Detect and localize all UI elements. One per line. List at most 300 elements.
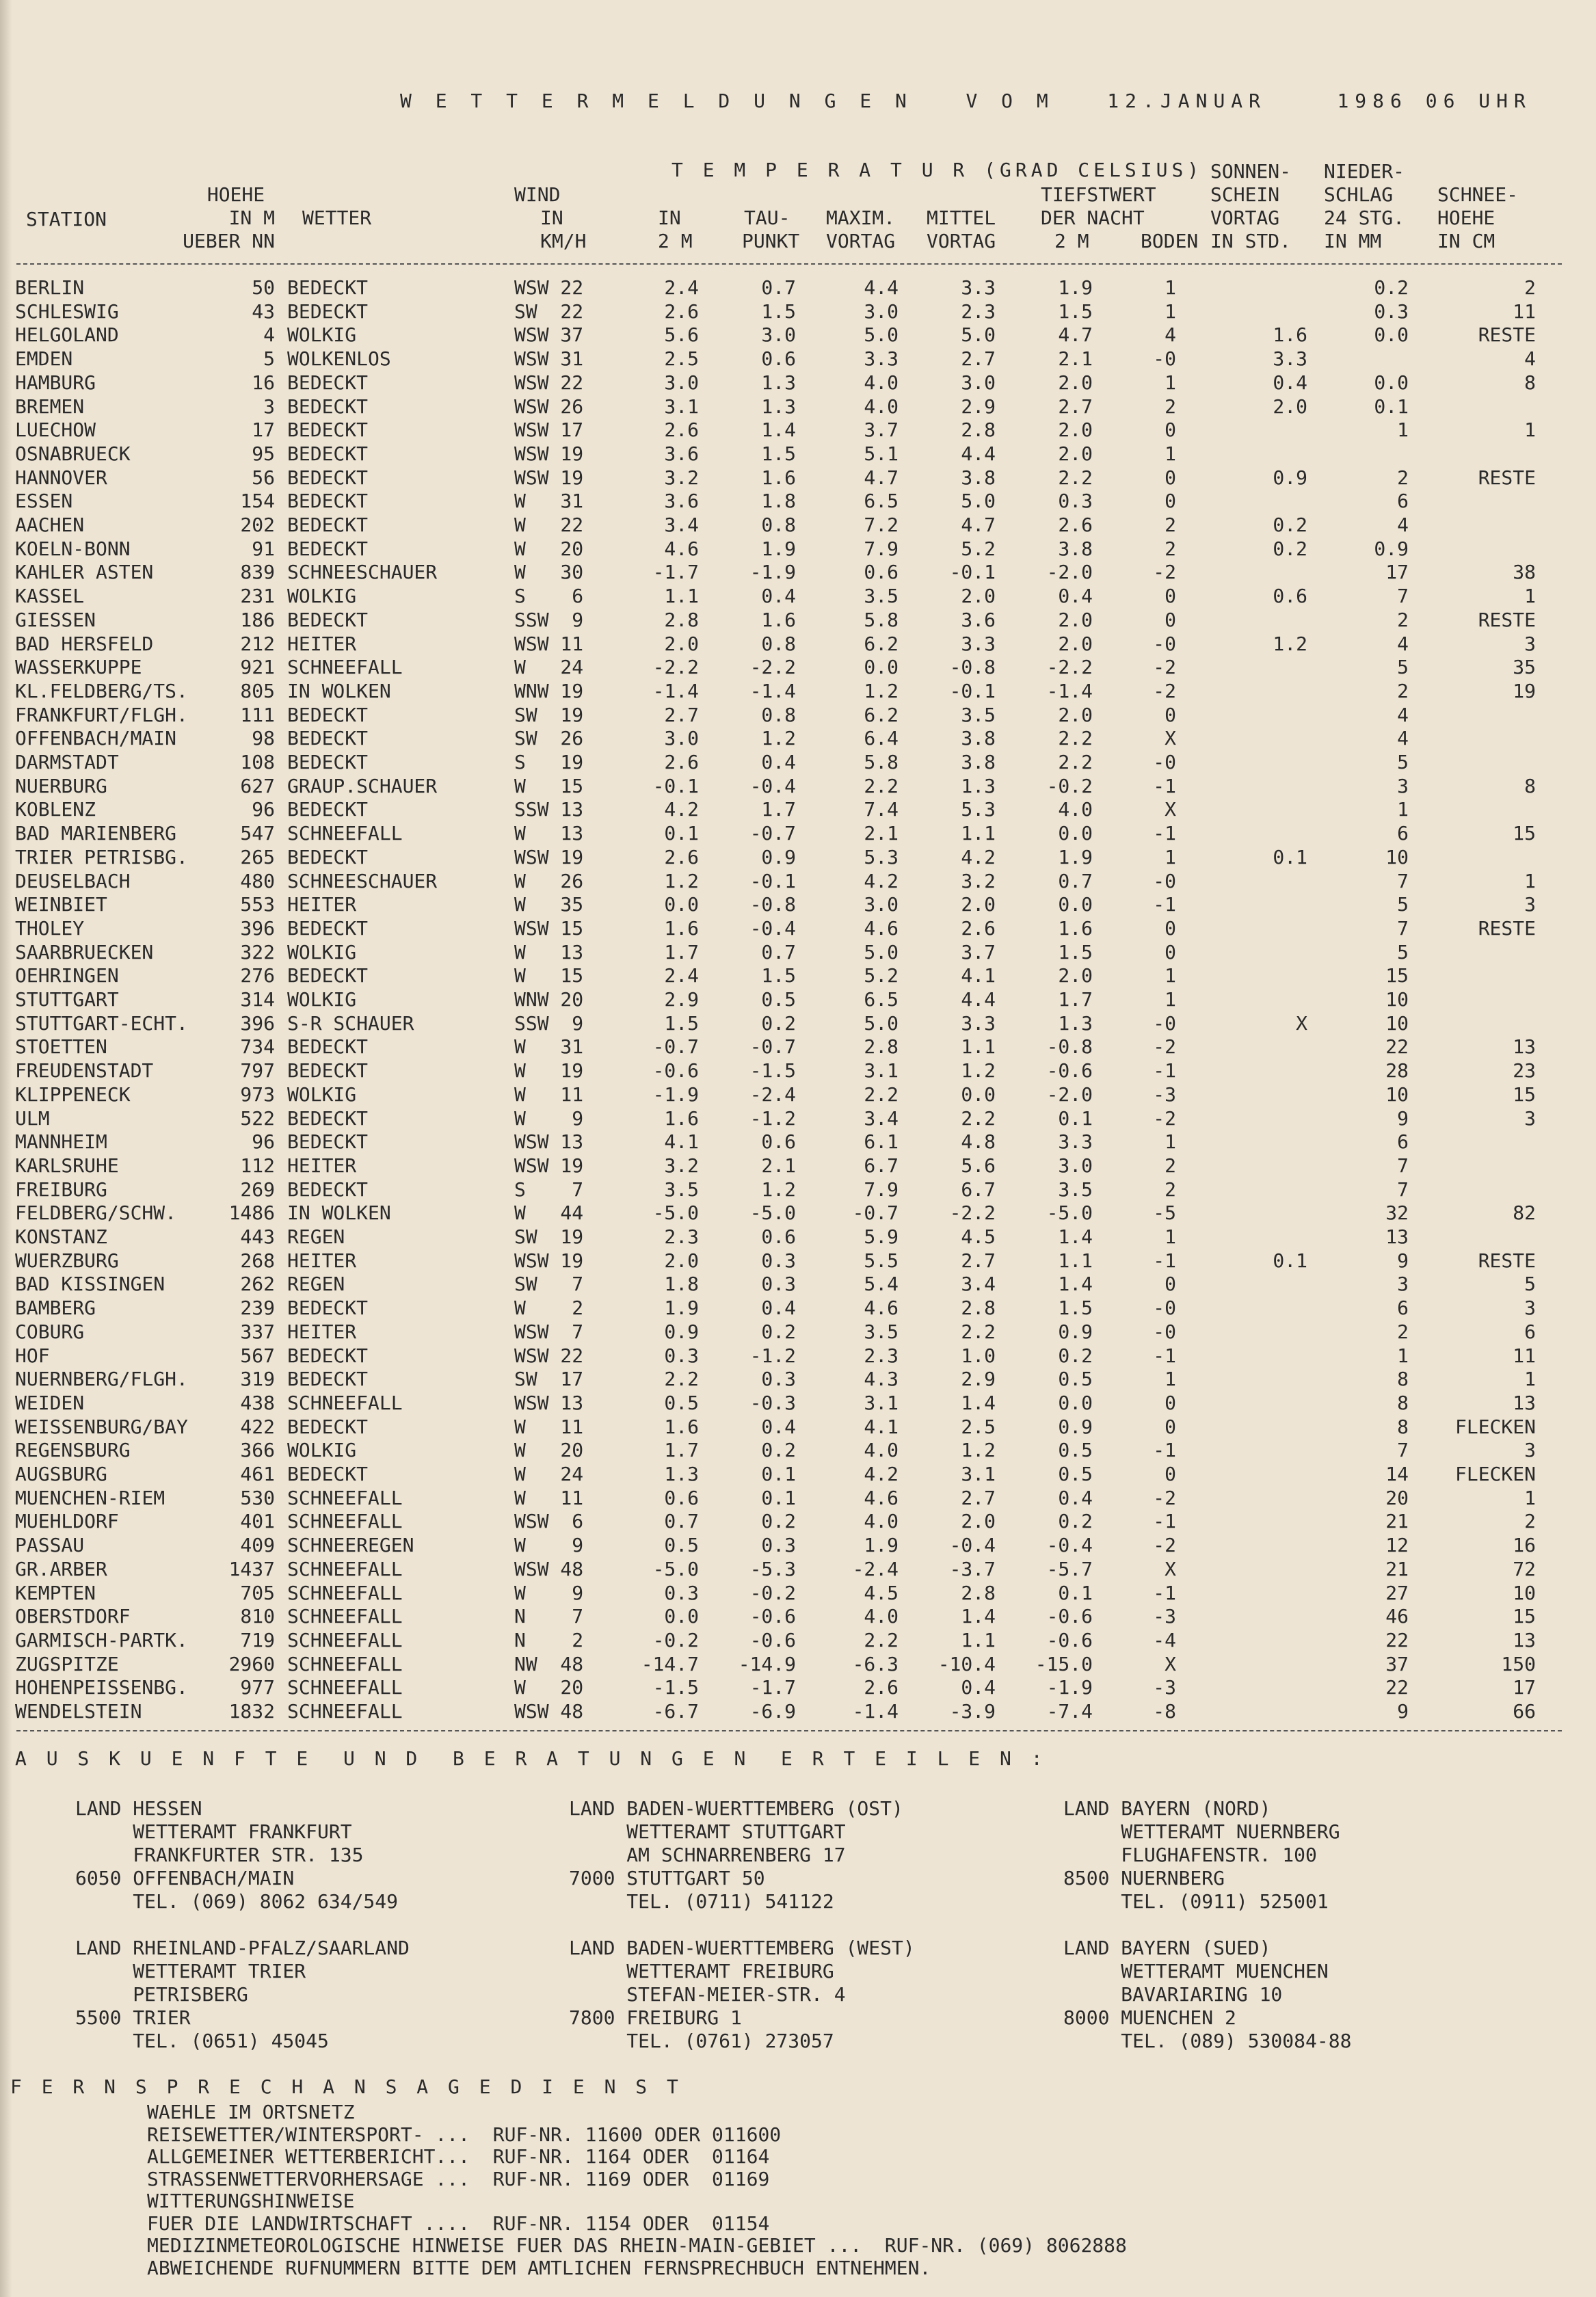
cell-tiefst-boden: 2 (1165, 1154, 1176, 1177)
cell-wind: W 31 (514, 1035, 584, 1059)
table-row (0, 870, 1596, 893)
header-divider (16, 263, 1562, 265)
cell-tiefst-boden: 0 (1165, 608, 1176, 631)
cell-wind: W 20 (514, 537, 584, 560)
cell-wind: W 30 (514, 561, 584, 584)
address-line: TEL. (0711) 541122 (569, 1890, 834, 1913)
cell-tiefst-2m: 4.7 (1058, 323, 1093, 347)
cell-temp-2m: 2.4 (664, 276, 699, 299)
cell-max-vortag: 6.2 (864, 632, 899, 655)
cell-taupunkt: 0.7 (761, 276, 796, 299)
cell-schneehoehe: 1 (1524, 419, 1536, 442)
cell-station: SAARBRUECKEN (15, 940, 154, 964)
cell-wetter: SCHNEEFALL (287, 1652, 403, 1675)
cell-temp-2m: 4.6 (664, 537, 699, 560)
cell-schneehoehe: 3 (1524, 1297, 1536, 1320)
phone-service-line: WITTERUNGSHINWEISE (147, 2190, 355, 2212)
cell-schneehoehe: RESTE (1478, 916, 1536, 940)
cell-mittel-vortag: 2.0 (961, 893, 996, 916)
address-line: TEL. (0911) 525001 (1063, 1890, 1329, 1913)
cell-tiefst-2m: 1.3 (1058, 1011, 1093, 1035)
cell-wind: NW 48 (514, 1652, 584, 1675)
table-row (0, 893, 1596, 916)
cell-mittel-vortag: -0.1 (949, 561, 996, 584)
address-line: 6050 OFFENBACH/MAIN (75, 1867, 295, 1889)
cell-station: STUTTGART-ECHT. (15, 1011, 188, 1035)
cell-mittel-vortag: 2.3 (961, 300, 996, 323)
cell-hoehe: 5 (263, 347, 275, 371)
cell-tiefst-2m: 0.5 (1058, 1368, 1093, 1391)
table-row (0, 514, 1596, 537)
maxim-header-2: VORTAG (826, 230, 896, 252)
cell-tiefst-2m: -15.0 (1035, 1652, 1093, 1675)
table-row (0, 988, 1596, 1011)
cell-niederschlag: 6 (1397, 822, 1409, 845)
cell-tiefst-2m: 2.0 (1058, 703, 1093, 726)
address-line: LAND HESSEN (75, 1797, 202, 1820)
table-row (0, 1368, 1596, 1391)
nieder-header-3: 24 STG. (1324, 207, 1405, 229)
cell-max-vortag: 3.3 (864, 347, 899, 371)
cell-taupunkt: 1.5 (761, 300, 796, 323)
cell-tiefst-boden: X (1165, 1652, 1176, 1675)
cell-tiefst-2m: 0.1 (1058, 1581, 1093, 1604)
cell-station: FELDBERG/SCHW. (15, 1201, 177, 1225)
cell-max-vortag: 5.0 (864, 1011, 899, 1035)
cell-hoehe: 268 (240, 1249, 275, 1272)
cell-max-vortag: 4.7 (864, 466, 899, 489)
cell-wetter: BEDECKT (287, 419, 369, 442)
cell-taupunkt: -1.5 (749, 1059, 796, 1083)
cell-schneehoehe: 15 (1513, 1083, 1536, 1106)
table-row (0, 585, 1596, 608)
address-line: TEL. (069) 8062 634/549 (75, 1890, 399, 1913)
cell-tiefst-boden: -2 (1153, 656, 1176, 679)
cell-tiefst-2m: -0.2 (1046, 774, 1093, 797)
cell-wind: WSW 7 (514, 1320, 584, 1343)
cell-tiefst-boden: -2 (1153, 1035, 1176, 1059)
cell-wind: SW 7 (514, 1273, 584, 1296)
cell-tiefst-boden: 1 (1165, 988, 1176, 1011)
cell-taupunkt: 0.4 (761, 751, 796, 773)
taupunkt-header-2: PUNKT (742, 230, 800, 252)
cell-wind: W 24 (514, 1463, 584, 1485)
cell-niederschlag: 4 (1397, 727, 1409, 750)
table-row (0, 1558, 1596, 1581)
cell-tiefst-2m: 4.0 (1058, 798, 1093, 821)
cell-hoehe: 269 (240, 1178, 275, 1201)
cell-mittel-vortag: 4.7 (961, 514, 996, 536)
cell-taupunkt: -0.3 (749, 1391, 796, 1414)
cell-taupunkt: 0.1 (761, 1486, 796, 1509)
cell-tiefst-boden: 0 (1165, 1273, 1176, 1296)
cell-max-vortag: -1.4 (852, 1700, 899, 1723)
cell-schneehoehe: 16 (1513, 1534, 1536, 1557)
cell-hoehe: 239 (240, 1297, 275, 1320)
cell-wind: W 2 (514, 1297, 584, 1320)
cell-wetter: SCHNEEREGEN (287, 1534, 414, 1557)
cell-mittel-vortag: 2.5 (961, 1415, 996, 1438)
cell-niederschlag: 3 (1397, 774, 1409, 797)
cell-tiefst-boden: 4 (1165, 323, 1176, 347)
cell-station: WEISSENBURG/BAY (15, 1415, 188, 1438)
cell-wind: WSW 19 (514, 845, 584, 868)
cell-tiefst-2m: 1.7 (1058, 988, 1093, 1011)
cell-taupunkt: -0.4 (749, 916, 796, 940)
cell-tiefst-boden: 0 (1165, 940, 1176, 964)
cell-schneehoehe: 3 (1524, 1439, 1536, 1462)
cell-max-vortag: 2.2 (864, 774, 899, 797)
cell-niederschlag: 46 (1385, 1605, 1409, 1628)
cell-tiefst-2m: 1.4 (1058, 1225, 1093, 1248)
cell-wind: WSW 19 (514, 1154, 584, 1177)
cell-taupunkt: 0.2 (761, 1320, 796, 1343)
cell-tiefst-boden: -3 (1153, 1605, 1176, 1628)
table-row (0, 656, 1596, 679)
schnee-header-2: HOEHE (1437, 207, 1495, 229)
cell-niederschlag: 4 (1397, 514, 1409, 536)
temperature-group-heading: T E M P E R A T U R (GRAD CELSIUS) (671, 159, 1203, 181)
table-row (0, 1605, 1596, 1628)
cell-station: HOHENPEISSENBG. (15, 1676, 188, 1699)
address-line: LAND RHEINLAND-PFALZ/SAARLAND (75, 1937, 410, 1959)
sonne-header-1: SONNEN- (1210, 160, 1292, 183)
cell-mittel-vortag: 4.8 (961, 1130, 996, 1154)
cell-taupunkt: 0.1 (761, 1463, 796, 1485)
cell-taupunkt: -0.7 (749, 822, 796, 845)
cell-taupunkt: -6.9 (749, 1700, 796, 1723)
cell-hoehe: 461 (240, 1463, 275, 1485)
cell-tiefst-boden: -0 (1153, 751, 1176, 773)
cell-wetter: SCHNEESCHAUER (287, 561, 438, 584)
sonne-header-3: VORTAG (1210, 207, 1280, 229)
cell-station: COBURG (15, 1320, 85, 1343)
cell-tiefst-boden: 1 (1165, 845, 1176, 868)
cell-station: GIESSEN (15, 608, 96, 631)
cell-tiefst-2m: 2.2 (1058, 751, 1093, 773)
cell-niederschlag: 6 (1397, 1130, 1409, 1154)
cell-niederschlag: 10 (1385, 845, 1409, 868)
cell-wetter: SCHNEEFALL (287, 1510, 403, 1533)
cell-wetter: SCHNEEFALL (287, 1628, 403, 1651)
cell-max-vortag: 6.5 (864, 988, 899, 1011)
cell-mittel-vortag: 3.4 (961, 1273, 996, 1296)
cell-niederschlag: 7 (1397, 1178, 1409, 1201)
cell-tiefst-2m: 0.9 (1058, 1320, 1093, 1343)
table-row (0, 1178, 1596, 1201)
cell-tiefst-boden: 1 (1165, 1368, 1176, 1391)
cell-station: MUEHLDORF (15, 1510, 119, 1533)
cell-taupunkt: -5.0 (749, 1201, 796, 1225)
cell-station: KAHLER ASTEN (15, 561, 154, 584)
cell-hoehe: 409 (240, 1534, 275, 1557)
cell-max-vortag: 1.9 (864, 1534, 899, 1557)
cell-mittel-vortag: 3.5 (961, 703, 996, 726)
cell-taupunkt: 0.8 (761, 703, 796, 726)
cell-schneehoehe: 13 (1513, 1391, 1536, 1414)
cell-mittel-vortag: 1.4 (961, 1605, 996, 1628)
cell-tiefst-boden: -3 (1153, 1676, 1176, 1699)
cell-max-vortag: 4.6 (864, 1486, 899, 1509)
cell-schneehoehe: 17 (1513, 1676, 1536, 1699)
cell-taupunkt: 0.2 (761, 1510, 796, 1533)
cell-max-vortag: 5.1 (864, 442, 899, 465)
cell-niederschlag: 5 (1397, 751, 1409, 773)
cell-mittel-vortag: 3.8 (961, 751, 996, 773)
cell-wetter: BEDECKT (287, 798, 369, 821)
cell-taupunkt: 1.3 (761, 395, 796, 418)
cell-max-vortag: 6.4 (864, 727, 899, 750)
cell-taupunkt: 0.5 (761, 988, 796, 1011)
table-row (0, 1225, 1596, 1249)
table-bottom-divider (16, 1730, 1562, 1731)
cell-temp-2m: 1.3 (664, 1463, 699, 1485)
cell-max-vortag: 3.7 (864, 419, 899, 442)
cell-niederschlag: 8 (1397, 1415, 1409, 1438)
cell-wind: WSW 48 (514, 1700, 584, 1723)
cell-tiefst-boden: 1 (1165, 1225, 1176, 1248)
table-row (0, 964, 1596, 987)
cell-tiefst-boden: 1 (1165, 276, 1176, 299)
cell-wetter: BEDECKT (287, 300, 369, 323)
table-row (0, 1130, 1596, 1154)
address-line: TEL. (0761) 273057 (569, 2030, 834, 2052)
fern-heading: F E R N S P R E C H A N S A G E D I E N S T (10, 2075, 682, 2098)
table-row (0, 1035, 1596, 1059)
table-row (0, 1059, 1596, 1083)
cell-taupunkt: 0.3 (761, 1368, 796, 1391)
phone-service-line: WAEHLE IM ORTSNETZ (147, 2101, 355, 2123)
cell-tiefst-boden: 0 (1165, 490, 1176, 513)
cell-niederschlag: 8 (1397, 1391, 1409, 1414)
cell-tiefst-2m: 1.4 (1058, 1273, 1093, 1296)
cell-wetter: BEDECKT (287, 1106, 369, 1130)
cell-wetter: BEDECKT (287, 1368, 369, 1391)
cell-max-vortag: 3.0 (864, 893, 899, 916)
cell-wetter: REGEN (287, 1273, 345, 1296)
address-line: STEFAN-MEIER-STR. 4 (569, 1983, 846, 2006)
cell-niederschlag: 1 (1397, 1344, 1409, 1367)
cell-station: NUERNBERG/FLGH. (15, 1368, 188, 1391)
cell-tiefst-2m: 0.0 (1058, 1391, 1093, 1414)
cell-station: AACHEN (15, 514, 85, 536)
cell-mittel-vortag: 1.0 (961, 1344, 996, 1367)
cell-mittel-vortag: 4.2 (961, 845, 996, 868)
cell-wetter: BEDECKT (287, 916, 369, 940)
cell-niederschlag: 1 (1397, 798, 1409, 821)
cell-wind: WSW 15 (514, 916, 584, 940)
cell-wetter: IN WOLKEN (287, 679, 391, 702)
cell-hoehe: 43 (252, 300, 275, 323)
cell-max-vortag: 5.8 (864, 751, 899, 773)
schnee-header-3: IN CM (1437, 230, 1495, 252)
cell-niederschlag: 1 (1397, 419, 1409, 442)
cell-temp-2m: 1.2 (664, 869, 699, 892)
auskunft-heading: A U S K U E N F T E U N D B E R A T U N G E N E R T E I L E N : (15, 1747, 1047, 1770)
table-row (0, 1273, 1596, 1296)
table-row (0, 1297, 1596, 1320)
hoehe-header-2: IN M (228, 207, 275, 229)
cell-schneehoehe: FLECKEN (1454, 1415, 1536, 1438)
cell-taupunkt: -2.2 (749, 656, 796, 679)
cell-station: HAMBURG (15, 371, 96, 394)
cell-wetter: SCHNEEFALL (287, 1391, 403, 1414)
cell-schneehoehe: 4 (1524, 347, 1536, 371)
cell-temp-2m: 4.2 (664, 798, 699, 821)
cell-wind: W 11 (514, 1486, 584, 1509)
cell-tiefst-boden: -1 (1153, 1581, 1176, 1604)
cell-wetter: BEDECKT (287, 1415, 369, 1438)
cell-schneehoehe: RESTE (1478, 323, 1536, 347)
cell-niederschlag: 10 (1385, 1083, 1409, 1106)
cell-schneehoehe: 10 (1513, 1581, 1536, 1604)
cell-schneehoehe: 72 (1513, 1557, 1536, 1580)
cell-schneehoehe: 38 (1513, 561, 1536, 584)
cell-max-vortag: 4.2 (864, 869, 899, 892)
cell-wetter: BEDECKT (287, 395, 369, 418)
address-line: AM SCHNARRENBERG 17 (569, 1844, 846, 1866)
cell-wind: SW 19 (514, 703, 584, 726)
cell-mittel-vortag: 2.9 (961, 1368, 996, 1391)
cell-tiefst-2m: 2.6 (1058, 514, 1093, 536)
cell-wetter: SCHNEEFALL (287, 656, 403, 679)
cell-station: NUERBURG (15, 774, 107, 797)
cell-tiefst-boden: -1 (1153, 1059, 1176, 1083)
cell-station: ULM (15, 1106, 50, 1130)
cell-wetter: BEDECKT (287, 276, 369, 299)
cell-temp-2m: 0.6 (664, 1486, 699, 1509)
cell-tiefst-2m: 1.5 (1058, 1297, 1093, 1320)
cell-temp-2m: 3.6 (664, 442, 699, 465)
cell-tiefst-2m: -0.6 (1046, 1059, 1093, 1083)
cell-niederschlag: 5 (1397, 656, 1409, 679)
table-row (0, 609, 1596, 632)
cell-tiefst-2m: 1.1 (1058, 1249, 1093, 1272)
cell-niederschlag: 32 (1385, 1201, 1409, 1225)
cell-wetter: WOLKIG (287, 585, 357, 608)
cell-niederschlag: 12 (1385, 1534, 1409, 1557)
cell-schneehoehe: 11 (1513, 1344, 1536, 1367)
table-row (0, 1534, 1596, 1557)
cell-station: BERLIN (15, 276, 85, 299)
cell-mittel-vortag: 4.4 (961, 988, 996, 1011)
cell-temp-2m: -5.0 (652, 1201, 699, 1225)
cell-schneehoehe: 2 (1524, 276, 1536, 299)
address-line: LAND BAYERN (SUED) (1063, 1937, 1271, 1959)
cell-temp-2m: 1.6 (664, 1415, 699, 1438)
cell-wind: W 19 (514, 1059, 584, 1083)
cell-mittel-vortag: 2.9 (961, 395, 996, 418)
address-line: WETTERAMT MUENCHEN (1063, 1960, 1329, 1982)
cell-wind: WSW 19 (514, 466, 584, 489)
cell-sonne: 0.1 (1273, 845, 1307, 868)
cell-wetter: WOLKIG (287, 988, 357, 1011)
cell-tiefst-2m: -0.4 (1046, 1534, 1093, 1557)
cell-niederschlag: 7 (1397, 916, 1409, 940)
cell-wind: N 2 (514, 1628, 584, 1651)
cell-niederschlag: 27 (1385, 1581, 1409, 1604)
cell-mittel-vortag: 3.8 (961, 727, 996, 750)
cell-tiefst-boden: 2 (1165, 1178, 1176, 1201)
cell-max-vortag: 2.2 (864, 1628, 899, 1651)
cell-wind: W 9 (514, 1106, 584, 1130)
cell-max-vortag: 4.0 (864, 371, 899, 394)
cell-mittel-vortag: -0.4 (949, 1534, 996, 1557)
cell-wetter: BEDECKT (287, 1178, 369, 1201)
cell-max-vortag: 0.0 (864, 656, 899, 679)
cell-temp-2m: 0.7 (664, 1510, 699, 1533)
wetter-col-header: WETTER (302, 207, 372, 229)
cell-wind: SW 19 (514, 1225, 584, 1248)
cell-hoehe: 973 (240, 1083, 275, 1106)
cell-wind: W 35 (514, 893, 584, 916)
cell-mittel-vortag: 5.6 (961, 1154, 996, 1177)
cell-tiefst-2m: 2.0 (1058, 608, 1093, 631)
cell-hoehe: 56 (252, 466, 275, 489)
cell-tiefst-boden: -1 (1153, 1439, 1176, 1462)
cell-hoehe: 734 (240, 1035, 275, 1059)
cell-wind: W 11 (514, 1415, 584, 1438)
cell-temp-2m: 0.5 (664, 1534, 699, 1557)
cell-temp-2m: 1.1 (664, 585, 699, 608)
cell-wind: WSW 31 (514, 347, 584, 371)
table-row (0, 347, 1596, 371)
cell-tiefst-boden: 0 (1165, 1463, 1176, 1485)
cell-taupunkt: 0.7 (761, 940, 796, 964)
cell-tiefst-boden: X (1165, 727, 1176, 750)
cell-taupunkt: -1.4 (749, 679, 796, 702)
cell-max-vortag: 4.2 (864, 1463, 899, 1485)
cell-mittel-vortag: 1.2 (961, 1439, 996, 1462)
cell-taupunkt: -1.9 (749, 561, 796, 584)
cell-tiefst-2m: 0.1 (1058, 1106, 1093, 1130)
wind-header-2: IN (540, 207, 563, 229)
cell-max-vortag: 6.5 (864, 490, 899, 513)
cell-hoehe: 530 (240, 1486, 275, 1509)
table-row (0, 561, 1596, 584)
cell-temp-2m: -0.6 (652, 1059, 699, 1083)
cell-temp-2m: -1.7 (652, 561, 699, 584)
cell-tiefst-boden: 0 (1165, 585, 1176, 608)
cell-hoehe: 265 (240, 845, 275, 868)
cell-station: KARLSRUHE (15, 1154, 119, 1177)
cell-temp-2m: 4.1 (664, 1130, 699, 1154)
tiefst-header-2: DER NACHT (1041, 207, 1145, 229)
cell-max-vortag: 3.1 (864, 1059, 899, 1083)
cell-hoehe: 1437 (228, 1557, 275, 1580)
cell-temp-2m: 2.2 (664, 1368, 699, 1391)
phone-service-line: ALLGEMEINER WETTERBERICHT... RUF-NR. 1164 ODER 01164 (147, 2145, 770, 2168)
cell-hoehe: 705 (240, 1581, 275, 1604)
cell-station: THOLEY (15, 916, 85, 940)
cell-wetter: WOLKIG (287, 940, 357, 964)
cell-max-vortag: 3.4 (864, 1106, 899, 1130)
table-row (0, 1392, 1596, 1415)
cell-taupunkt: 0.4 (761, 585, 796, 608)
cell-mittel-vortag: 2.0 (961, 1510, 996, 1533)
cell-hoehe: 422 (240, 1415, 275, 1438)
cell-wetter: BEDECKT (287, 537, 369, 560)
cell-station: FRANKFURT/FLGH. (15, 703, 188, 726)
cell-tiefst-boden: -2 (1153, 679, 1176, 702)
taupunkt-header-1: TAU- (744, 207, 790, 229)
cell-wetter: SCHNEESCHAUER (287, 869, 438, 892)
phone-service-line: REISEWETTER/WINTERSPORT- ... RUF-NR. 11600 ODER 011600 (147, 2123, 782, 2146)
cell-wind: SSW 9 (514, 1011, 584, 1035)
cell-schneehoehe: 1 (1524, 869, 1536, 892)
cell-mittel-vortag: 3.2 (961, 869, 996, 892)
cell-niederschlag: 4 (1397, 703, 1409, 726)
